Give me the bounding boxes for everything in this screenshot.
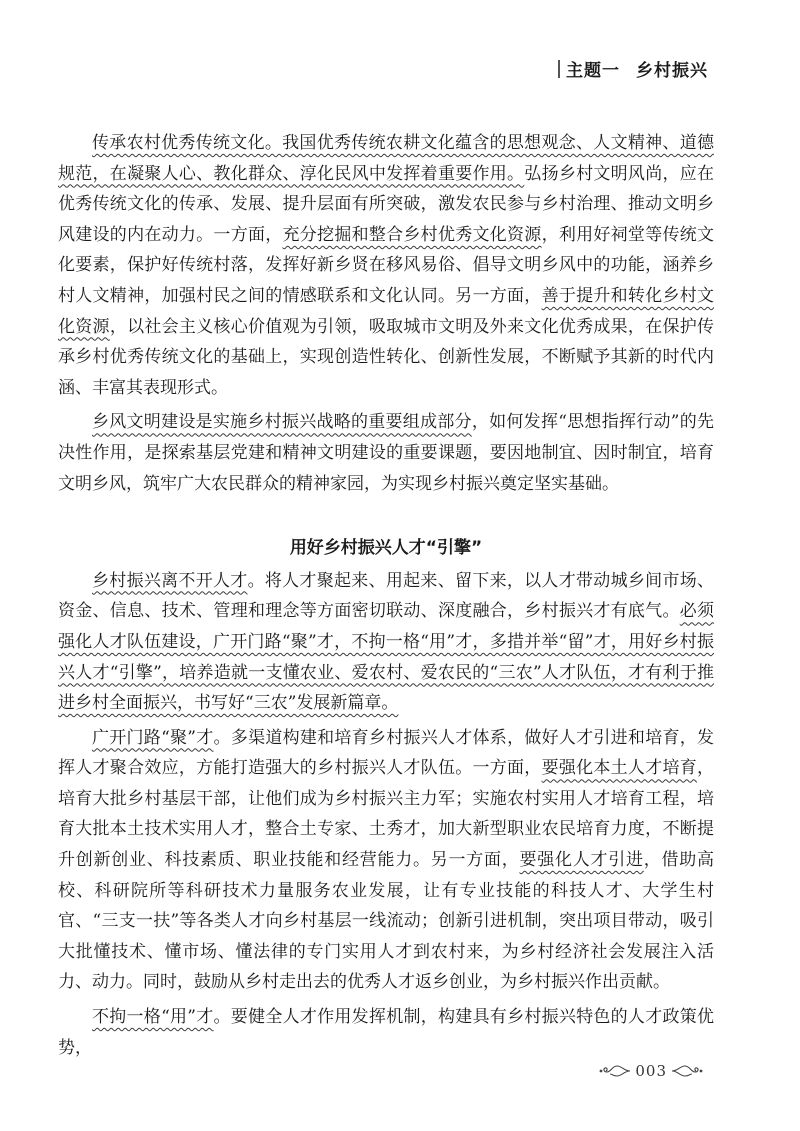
paragraph-text: ，如何发挥“思想指挥行动”的先决性作用，是探索基层党建和精神文明建设的重要课题，要因地制宜、因时制宜，培育文明乡风，筑牢广大农民群众的精神家园，为实现乡村振兴奠定坚实基础。 bbox=[58, 412, 714, 494]
section-title: 用好乡村振兴人才“引擎” bbox=[289, 538, 483, 559]
page-number: 003 bbox=[635, 1062, 667, 1080]
paragraph-civilization bbox=[58, 407, 714, 499]
paragraph-text: 。要健全人才作用发挥机制，构建具有乡村振兴特色的人才政策优势， bbox=[58, 1007, 715, 1058]
header-theme: 主题一 bbox=[566, 61, 620, 81]
paragraph-text: ，培育大批乡村基层干部，让他们成为乡村振兴主力军；实施农村实用人才培育工程，培育大批本土技术实用人才，整合土专家、土秀才，加大新型职业农民培育力度，不断提升创新创业、科技素质、职业技能和经营能力。另一方面， bbox=[58, 758, 715, 871]
header-divider bbox=[558, 60, 560, 78]
paragraph-text: ，借助高校、科研院所等科研技术力量服务农业发展，让有专业技能的科技人才、大学生村官、“三支一扶”等各类人才向乡村基层一线流动；创新引进机制，突出项目带动，吸引大批懂技术、懂市场、懂法律的专门实用人才到农村来，为乡村经济社会发展注入活力、动力。同时，鼓励从乡村走出去的优秀人才返乡创业，为乡村振兴作出贡献。 bbox=[58, 850, 714, 993]
paragraph-text: 弘扬乡村文明风尚，应在优秀传统文化的传承、发展、提升层面有所突破，激发农民参与乡村治理、推动文明乡风建设的内在动力。一方面， bbox=[58, 163, 714, 245]
underlined-lead: 广开门路“聚”才 bbox=[92, 727, 214, 748]
underlined-lead: 乡风文明建设是实施乡村振兴战略的重要组成部分 bbox=[92, 412, 472, 433]
paragraph-gather-talent bbox=[58, 723, 714, 998]
underlined-phrase: 充分挖掘和整合乡村优秀文化资源 bbox=[282, 224, 542, 245]
underlined-phrase: 善于提升和转化乡村文化资源 bbox=[58, 285, 715, 337]
underlined-lead: 不拘一格“用”才 bbox=[92, 1007, 214, 1028]
right-ornament-icon bbox=[670, 1063, 704, 1079]
paragraph-talent bbox=[58, 566, 714, 719]
body-text bbox=[58, 128, 714, 1067]
page-footer bbox=[598, 1062, 704, 1080]
paragraph-text: 。多渠道构建和培育乡村振兴人才体系，做好人才引进和培育，发挥人才聚合效应，方能打造强大的乡村振兴人才队伍。一方面， bbox=[58, 727, 715, 779]
underlined-lead: 传承农村优秀传统文化。我国优秀传统农耕文化蕴含的思想观念、人文精神、道德规范，在凝聚人心、教化群众、淳化民风中发挥着重要作用。 bbox=[58, 133, 714, 184]
header-title: 乡村振兴 bbox=[636, 61, 708, 81]
running-header bbox=[558, 56, 708, 81]
underlined-phrase: 必须强化人才队伍建设，广开门路“聚”才，不拘一格“用”才，多措并举“留”才，用好乡村振兴人才“引擎”，培养造就一支懂农业、爱农村、爱农民的“三农”人才队伍，才有利于推进乡村全面振兴，书写好“三农”发展新篇章。 bbox=[58, 601, 715, 714]
paragraph-use-talent bbox=[58, 1002, 714, 1063]
underlined-phrase: 要强化本土人才培育 bbox=[541, 758, 698, 779]
paragraph-text: ，以社会主义核心价值观为引领，吸取城市文明及外来文化优秀成果，在保护传承乡村优秀传统文化的基础上，实现创造性转化、创新性发展，不断赋予其新的时代内涵、丰富其表现形式。 bbox=[58, 316, 715, 398]
underlined-phrase: 要强化人才引进 bbox=[519, 850, 644, 871]
paragraph-culture bbox=[58, 128, 714, 403]
paragraph-text: ，利用好祠堂等传统文化要素，保护好传统村落，发挥好新乡贤在移风易俗、倡导文明乡风中的功能，涵养乡村人文精神，加强村民之间的情感联系和文化认同。另一方面， bbox=[58, 224, 715, 306]
underlined-lead: 乡村振兴离不开人才 bbox=[92, 570, 248, 591]
left-ornament-icon bbox=[598, 1063, 632, 1079]
paragraph-text: 。将人才聚起来、用起来、留下来，以人才带动城乡间市场、资金、信息、技术、管理和理念等方面密切联动、深度融合，乡村振兴才有底气。 bbox=[58, 570, 715, 622]
